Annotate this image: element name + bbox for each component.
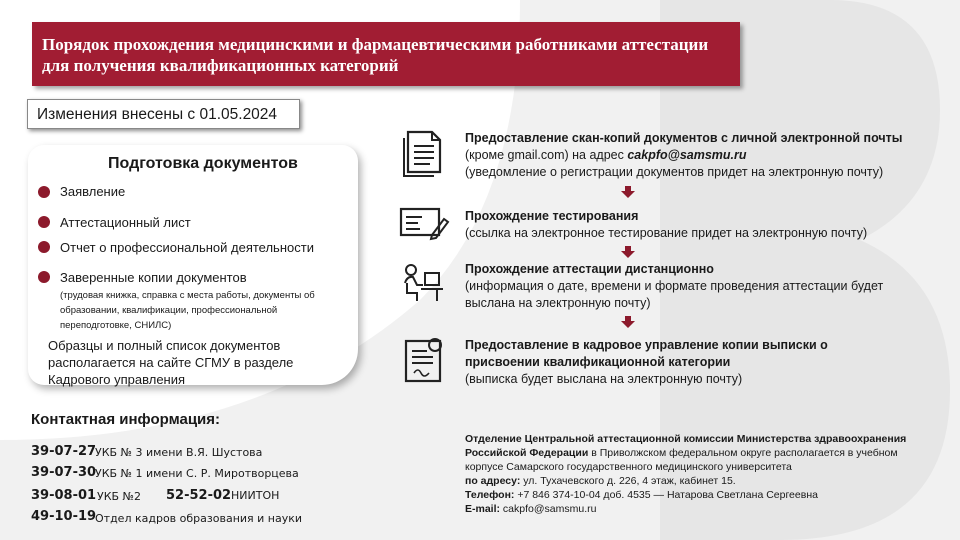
email-link[interactable]: cakpfo@samsmu.ru — [627, 148, 747, 162]
step-text: (выписка будет выслана на электронную почту) — [465, 372, 743, 386]
phone-number: 52-52-02 — [166, 488, 232, 503]
email-label: E-mail: — [465, 503, 501, 515]
changes-note: Изменения внесены с 01.05.2024 — [27, 99, 300, 129]
email-link[interactable]: cakpfo@samsmu.ru — [500, 503, 597, 515]
contact-place: НИИТОН — [231, 489, 280, 502]
step-heading: Прохождение аттестации дистанционно — [465, 262, 714, 276]
address: ул. Тухачевского д. 226, 4 этаж, кабинет 15. — [520, 475, 736, 487]
step-text: (уведомление о регистрации документов придет на электронную почту) — [465, 165, 884, 179]
step-heading: Прохождение тестирования — [465, 209, 639, 223]
contact-place: УКБ № 1 имени С. Р. Миротворцева — [95, 467, 299, 480]
contact-place: УКБ №2 — [97, 490, 141, 503]
prep-item: Аттестационный лист — [60, 215, 191, 230]
step-3 — [465, 261, 905, 312]
page-title: Порядок прохождения медицинскими и фармацевтическими работниками аттестации для получения квалификационных категорий — [42, 35, 709, 75]
bullet-icon — [38, 186, 50, 198]
step-text: (кроме gmail.com) на адрес — [465, 148, 628, 162]
department-info — [465, 432, 925, 516]
step-heading: Предоставление в кадровое управление копии выписки о присвоении квалификационной категории — [465, 338, 828, 369]
phone: +7 846 374-10-04 доб. 4535 — Натарова Светлана Сергеевна — [514, 489, 818, 501]
phone-number: 49-10-19 — [31, 509, 97, 524]
prep-note: Образцы и полный список документов располагается на сайте СГМУ в разделе Кадрового управления — [48, 338, 294, 387]
step-text: (ссылка на электронное тестирование придет на электронную почту) — [465, 226, 868, 240]
step-2 — [465, 208, 935, 242]
certificate-icon — [403, 335, 447, 385]
phone-number: 39-07-30 — [31, 465, 97, 480]
arrow-down-icon — [621, 246, 635, 258]
prep-sub-note: (трудовая книжка, справка с места работы, документы об образовании, квалификации, профессиональной переподготовке, СНИЛС) — [60, 290, 315, 331]
title-banner — [32, 22, 740, 86]
address-label: по адресу: — [465, 475, 521, 487]
phone-number: 39-07-27 — [31, 444, 97, 459]
prep-item: Заверенные копии документов — [60, 270, 247, 285]
documents-icon — [400, 128, 448, 178]
prep-item: Отчет о профессиональной деятельности — [60, 240, 314, 255]
bullet-icon — [38, 216, 50, 228]
preparation-title: Подготовка документов — [108, 155, 298, 172]
phone-number: 39-08-01 — [31, 488, 97, 503]
step-1 — [465, 130, 935, 181]
preparation-card — [28, 145, 358, 385]
contacts-title: Контактная информация: — [31, 411, 221, 428]
department-text: в Приволжском федеральном округе располагается в учебном корпусе Самарского государственного медицинского университета — [465, 447, 898, 473]
contact-place: Отдел кадров образования и науки — [95, 512, 303, 525]
remote-work-icon — [401, 263, 445, 303]
step-heading: Предоставление скан-копий документов с личной электронной почты — [465, 131, 903, 145]
contact-place: УКБ № 3 имени В.Я. Шустова — [95, 446, 263, 459]
department-name: Отделение Центральной аттестационной комиссии Министерства здравоохранения Российской Федерации — [465, 433, 907, 459]
bullet-icon — [38, 271, 50, 283]
phone-label: Телефон: — [465, 489, 515, 501]
arrow-down-icon — [621, 186, 635, 198]
arrow-down-icon — [621, 316, 635, 328]
prep-item: Заявление — [60, 184, 126, 199]
test-form-icon — [398, 205, 450, 241]
step-text: (информация о дате, времени и формате проведения аттестации будет высланa на электронную почту) — [465, 279, 884, 310]
bullet-icon — [38, 241, 50, 253]
step-4 — [465, 337, 845, 388]
